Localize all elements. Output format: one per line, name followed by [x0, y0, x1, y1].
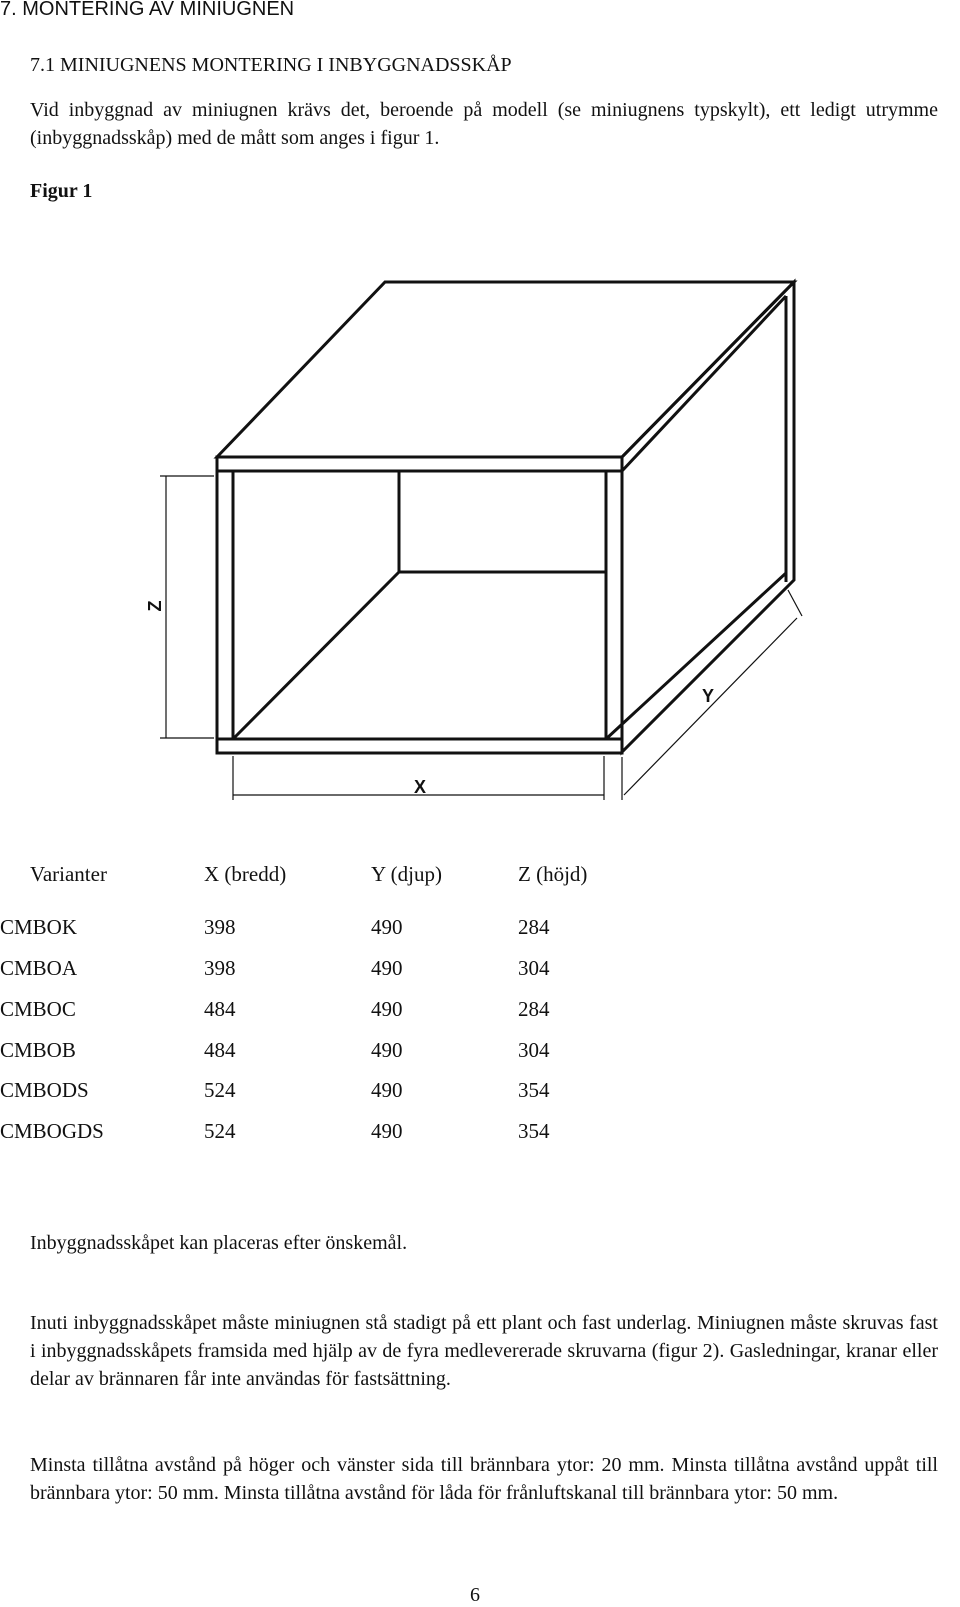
page-number: 6: [470, 1584, 480, 1606]
x-cell: 484: [204, 997, 236, 1021]
variant-cell: CMBODS: [0, 1078, 89, 1102]
floor-right-edge: [606, 573, 786, 739]
x-cell: 398: [204, 915, 236, 939]
z-cell: 354: [518, 1078, 550, 1102]
y-cell: 490: [371, 915, 403, 939]
y-cell: 490: [371, 1038, 403, 1062]
x-dimension-label: X: [413, 777, 427, 797]
placement-paragraph: Inbyggnadsskåpet kan placeras efter önskemål.: [30, 1232, 408, 1254]
subsection-heading: 7.1 MINIUGNENS MONTERING I INBYGGNADSSKÅP: [30, 54, 512, 76]
z-cell: 354: [518, 1119, 550, 1143]
column-header: Z (höjd): [518, 862, 588, 886]
right-panel: [622, 282, 794, 752]
z-cell: 284: [518, 915, 550, 939]
intro-paragraph: Vid inbyggnad av miniugnen krävs det, beroende på modell (se miniugnens typskylt), ett ledigt utrymme (inbyggnadsskåp) med de mått som anges i figur 1.: [30, 99, 938, 149]
column-header: Varianter: [30, 862, 107, 886]
y-cell: 490: [371, 956, 403, 980]
top-slab-front: [217, 457, 622, 471]
bottom-slab: [217, 739, 622, 753]
right-panel-inner-edge: [622, 296, 786, 471]
figure-label: Figur 1: [30, 180, 93, 202]
back-opening: [399, 471, 606, 572]
y-dimension-label: Y: [701, 686, 715, 706]
y-cell: 490: [371, 1119, 403, 1143]
clearance-paragraph: Minsta tillåtna avstånd på höger och vänster sida till brännbara ytor: 20 mm. Minsta tillåtna avstånd uppåt till brännbara ytor: 50 mm. Minsta tillåtna avstånd för låda för frånluftskanal till brännbara ytor: 50 mm.: [30, 1454, 938, 1504]
y-cell: 490: [371, 997, 403, 1021]
z-cell: 284: [518, 997, 550, 1021]
variant-cell: CMBOC: [0, 997, 76, 1021]
variant-cell: CMBOA: [0, 956, 78, 980]
section-heading: 7. MONTERING AV MINIUGNEN: [0, 0, 295, 20]
z-cell: 304: [518, 956, 550, 980]
x-cell: 524: [204, 1119, 236, 1143]
right-post: [606, 471, 622, 739]
z-dimension-label: Z: [145, 600, 165, 612]
y-extension-back: [788, 590, 802, 616]
variant-cell: CMBOK: [0, 915, 78, 939]
x-cell: 398: [204, 956, 236, 980]
column-header: Y (djup): [371, 862, 442, 886]
z-cell: 304: [518, 1038, 550, 1062]
x-cell: 484: [204, 1038, 236, 1062]
mounting-paragraph: Inuti inbyggnadsskåpet måste miniugnen stå stadigt på ett plant och fast underlag. Miniugnen måste skruvas fast i inbyggnadsskåpets framsida med hjälp av de fyra medlevererade skruvarna (figur 2). Gasledningar, kranar eller delar av brännaren får inte användas för fastsättning.: [30, 1312, 938, 1390]
left-post: [217, 471, 233, 739]
variant-cell: CMBOB: [0, 1038, 76, 1062]
variant-cell: CMBOGDS: [0, 1119, 104, 1143]
y-cell: 490: [371, 1078, 403, 1102]
floor-left-edge: [233, 572, 399, 739]
column-header: X (bredd): [204, 862, 287, 886]
x-cell: 524: [204, 1078, 236, 1102]
